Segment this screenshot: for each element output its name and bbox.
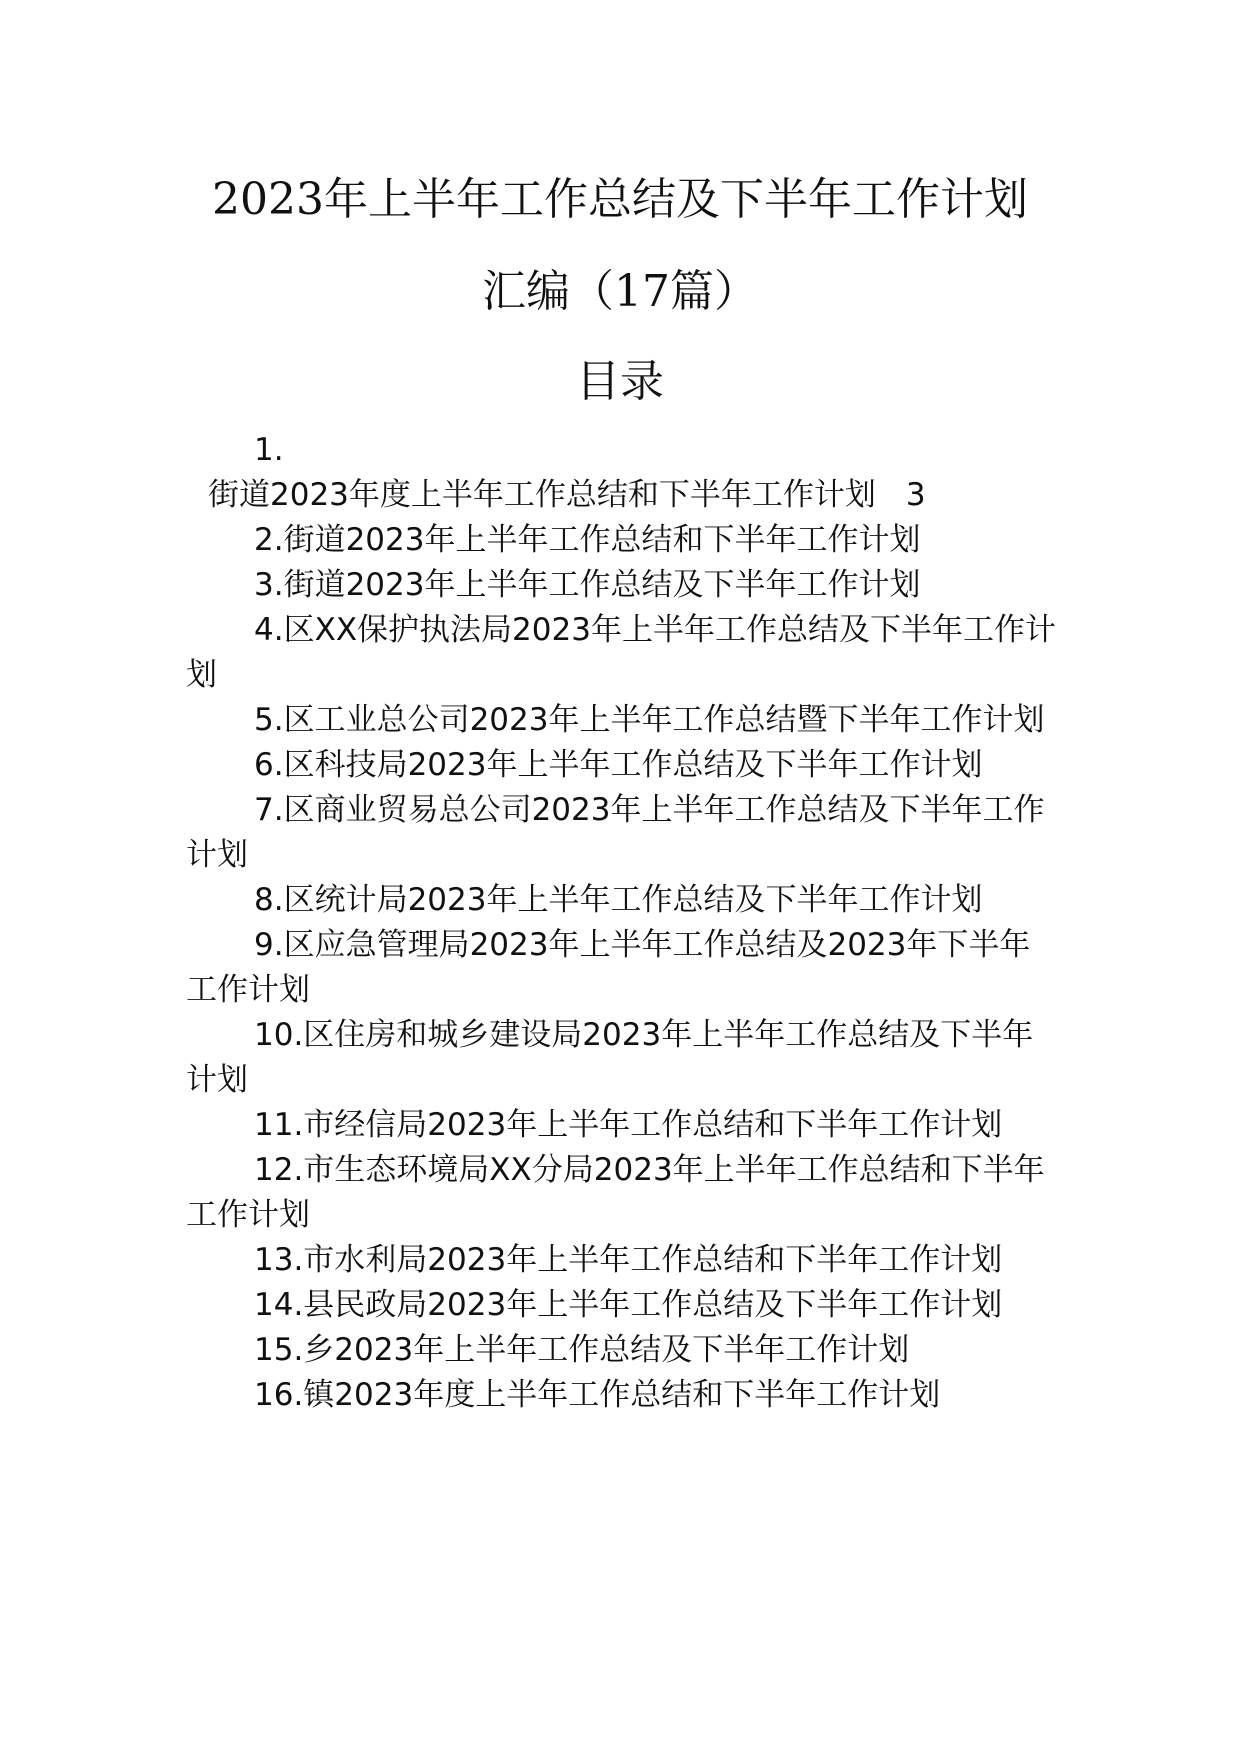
toc-entry-9[interactable]: 9.区应急管理局2023年上半年工作总结及2023年下半年工作计划: [186, 927, 1031, 1008]
toc-entry-13[interactable]: 13.市水利局2023年上半年工作总结和下半年工作计划: [254, 1242, 1003, 1278]
toc-entry-1[interactable]: [186, 428, 1056, 518]
table-of-contents: [186, 428, 1056, 1418]
toc-entry-8[interactable]: 8.区统计局2023年上半年工作总结及下半年工作计划: [254, 882, 983, 918]
toc-entry-10[interactable]: 10.区住房和城乡建设局2023年上半年工作总结及下半年计划: [186, 1017, 1034, 1098]
title-article-count: 17: [614, 266, 670, 317]
toc-entry-4[interactable]: 4.区XX保护执法局2023年上半年工作总结及下半年工作计划: [186, 612, 1056, 693]
toc-entry-12[interactable]: 12.市生态环境局XX分局2023年上半年工作总结和下半年工作计划: [186, 1152, 1045, 1233]
toc-entry-5[interactable]: 5.区工业总公司2023年上半年工作总结暨下半年工作计划: [254, 702, 1045, 738]
toc-heading: 目录: [576, 356, 664, 407]
toc-entry-11[interactable]: 11.市经信局2023年上半年工作总结和下半年工作计划: [254, 1107, 1003, 1143]
toc-entry-3[interactable]: 3.街道2023年上半年工作总结及下半年工作计划: [254, 567, 921, 603]
toc-entry-1-title: 街道2023年度上半年工作总结和下半年工作计划: [208, 477, 876, 513]
document-title-line-2: [0, 262, 1240, 322]
toc-entry-16[interactable]: 16.镇2023年度上半年工作总结和下半年工作计划: [254, 1377, 941, 1413]
toc-entry-6[interactable]: 6.区科技局2023年上半年工作总结及下半年工作计划: [254, 747, 983, 783]
toc-entry-2[interactable]: 2.街道2023年上半年工作总结和下半年工作计划: [254, 522, 921, 558]
document-title-line-1: [0, 170, 1240, 230]
toc-entry-14[interactable]: 14.县民政局2023年上半年工作总结及下半年工作计划: [254, 1287, 1003, 1323]
toc-entry-1-text-line: [186, 473, 1056, 518]
toc-entry-1-number: 1.: [254, 432, 284, 468]
title-line2-post: 篇）: [670, 266, 758, 317]
toc-entry-1-page-number: 3: [905, 477, 926, 513]
title-year: 2023: [212, 174, 324, 225]
toc-entry-7[interactable]: 7.区商业贸易总公司2023年上半年工作总结及下半年工作计划: [186, 792, 1045, 873]
title-line2-pre: 汇编（: [482, 266, 614, 317]
title-rest: 年上半年工作总结及下半年工作计划: [323, 174, 1028, 225]
toc-entry-15[interactable]: 15.乡2023年上半年工作总结及下半年工作计划: [254, 1332, 910, 1368]
